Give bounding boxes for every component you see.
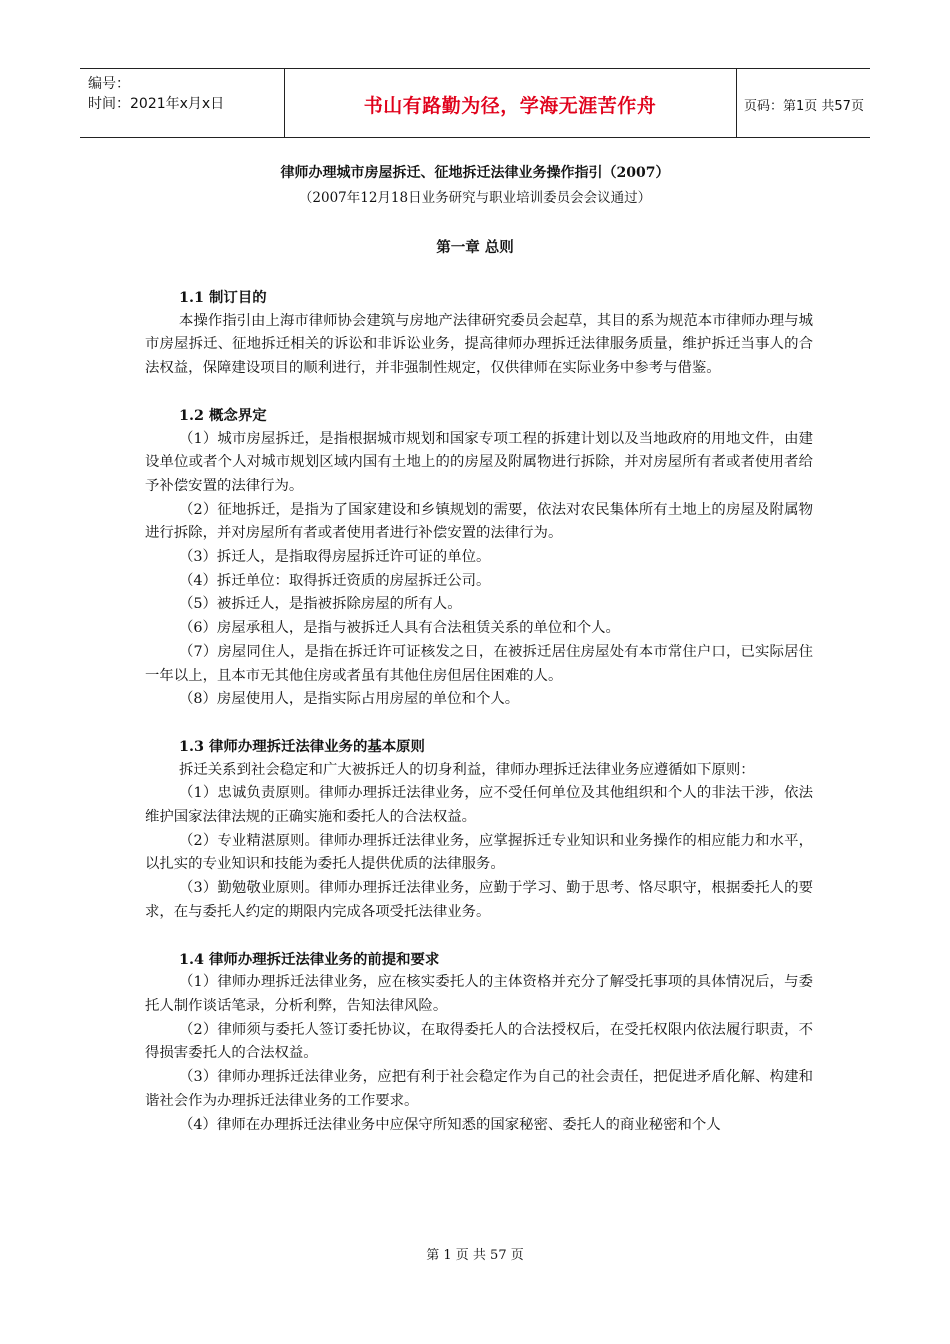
page-footer: 第 1 页 共 57 页 xyxy=(426,1248,524,1263)
paragraph: （1）忠诚负责原则。律师办理拆迁法律业务，应不受任何单位及其他组织和个人的非法干涉，依法维护国家法律法规的正确实施和委托人的合法权益。 xyxy=(145,785,813,826)
chapter-heading: 第一章 总则 xyxy=(436,239,514,256)
section-heading: 1.1 制订目的 xyxy=(179,289,267,306)
paragraph: （3）勤勉敬业原则。律师办理拆迁法律业务，应勤于学习、勤于思考、恪尽职守，根据委托人的要求，在与委托人约定的期限内完成各项受托法律业务。 xyxy=(145,880,813,920)
section-heading: 1.3 律师办理拆迁法律业务的基本原则 xyxy=(179,737,425,755)
paragraph: （7）房屋同住人，是指在拆迁许可证核发之日，在被拆迁居住房屋处有本市常住户口，已实际居住一年以上，且本市无其他住房或者虽有其他住房但居住困难的人。 xyxy=(145,643,813,684)
paragraph: （4）律师在办理拆迁法律业务中应保守所知悉的国家秘密、委托人的商业秘密和个人 xyxy=(179,1116,721,1133)
document-date: 时间：2021年x月x日 xyxy=(88,96,225,112)
paragraph: （2）律师须与委托人签订委托协议，在取得委托人的合法授权后，在受托权限内依法履行职责，不得损害委托人的合法权益。 xyxy=(145,1021,813,1062)
paragraph: 本操作指引由上海市律师协会建筑与房地产法律研究委员会起草，其目的系为规范本市律师办理与城市房屋拆迁、征地拆迁相关的诉讼和非诉讼业务，提高律师办理拆迁法律服务质量，维护拆迁当事人的合法权益，保障建设项目的顺利进行，并非强制性规定，仅供律师在实际业务中参考与借鉴。 xyxy=(145,312,813,377)
paragraph: （4）拆迁单位：取得拆迁资质的房屋拆迁公司。 xyxy=(179,572,491,589)
paragraph: （1）律师办理拆迁法律业务，应在核实委托人的主体资格并充分了解受托事项的具体情况后，与委托人制作谈话笔录，分析利弊，告知法律风险。 xyxy=(145,974,813,1014)
paragraph: （3）拆迁人，是指取得房屋拆迁许可证的单位。 xyxy=(179,549,491,566)
header-right-cell xyxy=(736,69,870,137)
paragraph: （2）征地拆迁，是指为了国家建设和乡镇规划的需要，依法对农民集体所有土地上的房屋及附属物进行拆除，并对房屋所有者或者使用者进行补偿安置的法律行为。 xyxy=(145,501,813,542)
paragraph: （1）城市房屋拆迁，是指根据城市规划和国家专项工程的拆建计划以及当地政府的用地文件，由建设单位或者个人对城市规划区域内国有土地上的的房屋及附属物进行拆除，并对房屋所有者或者使用者给予补偿安置的法律行为。 xyxy=(145,430,813,494)
section-heading: 1.4 律师办理拆迁法律业务的前提和要求 xyxy=(179,950,440,968)
document-body xyxy=(145,286,813,1137)
paragraph: （2）专业精湛原则。律师办理拆迁法律业务，应掌握拆迁专业知识和业务操作的相应能力和水平，以扎实的专业知识和技能为委托人提供优质的法律服务。 xyxy=(145,832,813,873)
document-title: 律师办理城市房屋拆迁、征地拆迁法律业务操作指引（2007） xyxy=(280,165,670,181)
header-middle-cell xyxy=(284,69,737,137)
paragraph: 拆迁关系到社会稳定和广大被拆迁人的切身利益，律师办理拆迁法律业务应遵循如下原则： xyxy=(179,761,755,778)
header-left-cell xyxy=(80,69,285,137)
paragraph: （6）房屋承租人，是指与被拆迁人具有合法租赁关系的单位和个人。 xyxy=(179,620,620,637)
section-heading: 1.2 概念界定 xyxy=(179,406,267,424)
document-subtitle: （2007年12月18日业务研究与职业培训委员会会议通过） xyxy=(298,190,652,206)
document-number-label: 编号： xyxy=(88,76,130,92)
header-motto: 书山有路勤为径，学海无涯苦作舟 xyxy=(363,95,657,117)
paragraph: （8）房屋使用人，是指实际占用房屋的单位和个人。 xyxy=(179,691,520,708)
page-header xyxy=(80,68,870,138)
header-page-info: 页码：第1页 共57页 xyxy=(744,99,864,114)
paragraph: （5）被拆迁人，是指被拆除房屋的所有人。 xyxy=(179,596,462,613)
paragraph: （3）律师办理拆迁法律业务，应把有利于社会稳定作为自己的社会责任，把促进矛盾化解、构建和谐社会作为办理拆迁法律业务的工作要求。 xyxy=(145,1069,813,1109)
